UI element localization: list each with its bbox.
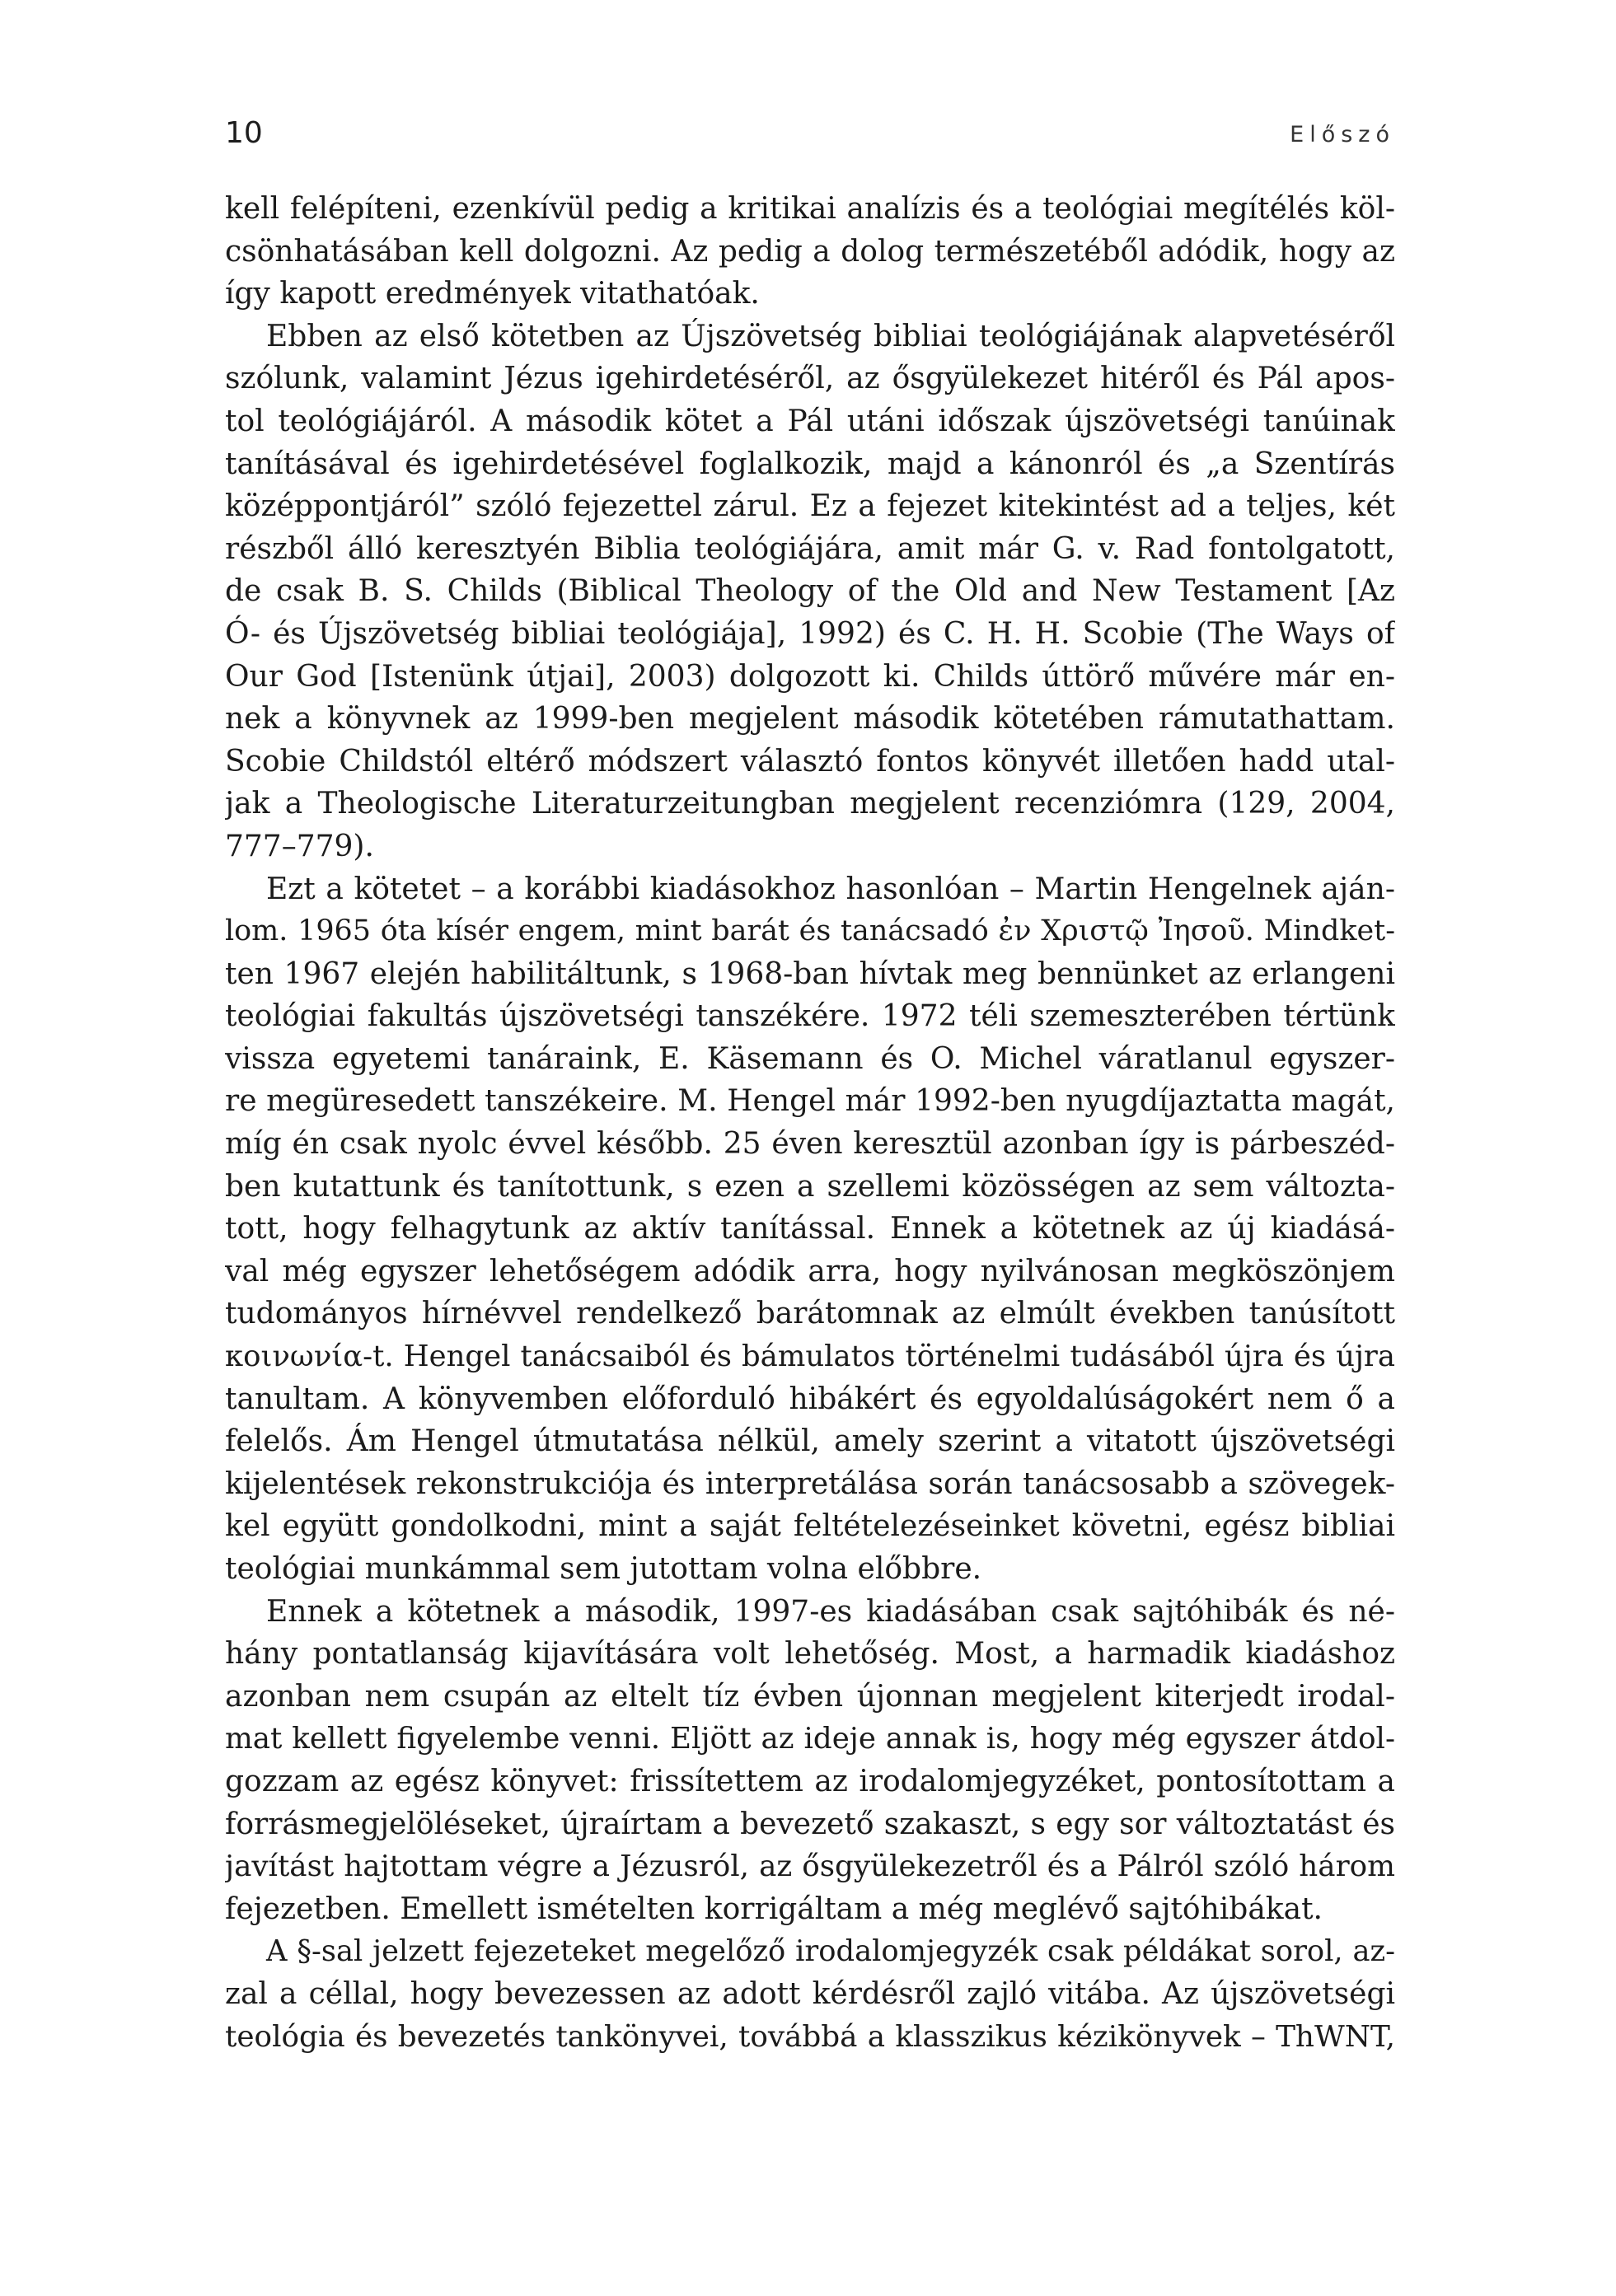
text-line: csönhatásában kell dolgozni. Az pedig a dolog természetéből adódik, hogy az [225, 234, 1395, 269]
text-line: teológia és bevezetés tankönyvei, továbbá a klasszikus kézikönyvek – ThWNT, [225, 2019, 1395, 2054]
text-line: tott, hogy felhagytunk az aktív tanítással. Ennek a kötetnek az új kiadásá- [225, 1212, 1395, 1246]
text-line: így kapott eredmények vitathatóak. [225, 277, 760, 311]
text-line: tanításával és igehirdetésével foglalkozik, majd a kánonról és „a Szentírás [225, 447, 1395, 481]
text-line: κοινωνία-t. Hengel tanácsaiból és bámulatos történelmi tudásából újra és újra [225, 1340, 1395, 1374]
text-line: Ezt a kötetet – a korábbi kiadásokhoz hasonlóan – Martin Hengelnek aján- [266, 872, 1395, 906]
text-line: 777–779). [225, 829, 374, 863]
text-line: Scobie Childstól eltérő módszert választó fontos könyvét illetően hadd utal- [225, 744, 1395, 779]
text-line: kell felépíteni, ezenkívül pedig a kritikai analízis és a teológiai megítélés köl- [225, 192, 1395, 226]
text-line: részből álló keresztyén Biblia teológiájára, amit már G. v. Rad fontolgatott, [225, 531, 1395, 566]
text-line: Ó- és Újszövetség bibliai teológiája], 1992) és C. H. H. Scobie (The Ways of [225, 616, 1395, 651]
text-line: míg én csak nyolc évvel később. 25 éven keresztül azonban így is párbeszéd- [225, 1127, 1395, 1162]
text-line: ben kutattunk és tanítottunk, s ezen a szellemi közösségen az sem változta- [225, 1169, 1395, 1204]
text-line: fejezetben. Emellett ismételten korrigáltam a még meglévő sajtóhibákat. [225, 1892, 1323, 1926]
text-line: tol teológiájáról. A második kötet a Pál utáni időszak újszövetségi tanúinak [225, 404, 1395, 438]
text-line: szólunk, valamint Jézus igehirdetéséről, az ősgyülekezet hitéről és Pál apos- [225, 362, 1395, 396]
text-line: teológiai munkámmal sem jutottam volna előbbre. [225, 1552, 982, 1586]
text-line: re megüresedett tanszékeire. M. Hengel már 1992-ben nyugdíjaztatta magát, [225, 1084, 1395, 1119]
page-number: 10 [225, 116, 263, 150]
body-text [225, 188, 1395, 2058]
text-line: tudományos hírnévvel rendelkező barátomnak az elmúlt években tanúsított [225, 1297, 1395, 1331]
text-line: kel együtt gondolkodni, mint a saját feltételezéseinket követni, egész bibliai [225, 1509, 1395, 1544]
text-line: azonban nem csupán az eltelt tíz évben újonnan megjelent kiterjedt irodal- [225, 1679, 1395, 1714]
text-line: gozzam az egész könyvet: frissítettem az irodalomjegyzéket, pontosítottam a [225, 1764, 1395, 1798]
text-line: középpontjáról” szóló fejezettel zárul. Ez a fejezet kitekintést ad a teljes, két [225, 489, 1395, 524]
text-line: hány pontatlanság kijavítására volt lehetőség. Most, a harmadik kiadáshoz [225, 1637, 1395, 1672]
text-line: nek a könyvnek az 1999-ben megjelent második kötetében rámutathattam. [225, 702, 1395, 736]
text-line: de csak B. S. Childs (Biblical Theology of the Old and New Testament [Az [225, 574, 1395, 609]
text-line: kijelentések rekonstrukciója és interpretálása során tanácsosabb a szövegek- [225, 1466, 1395, 1501]
text-line: Our God [Istenünk útjai], 2003) dolgozott ki. Childs úttörő művére már en- [225, 659, 1395, 694]
text-line: mat kellett figyelembe venni. Eljött az ideje annak is, hogy még egyszer átdol- [225, 1722, 1395, 1756]
page-header [225, 114, 1395, 163]
text-line: Ennek a kötetnek a második, 1997-es kiadásában csak sajtóhibák és né- [266, 1594, 1395, 1629]
running-head: Előszó [1290, 122, 1395, 147]
text-line: javítást hajtottam végre a Jézusról, az ősgyülekezetről és a Pálról szóló három [225, 1849, 1395, 1884]
text-line: val még egyszer lehetőségem adódik arra, hogy nyilvánosan megköszönjem [225, 1254, 1395, 1288]
text-line: vissza egyetemi tanáraink, E. Käsemann és O. Michel váratlanul egyszer- [225, 1041, 1395, 1076]
text-line: tanultam. A könyvemben előforduló hibákért és egyoldalúságokért nem ő a [225, 1382, 1395, 1416]
text-line: lom. 1965 óta kísér engem, mint barát és tanácsadó ἐν Χριστῷ Ἰησοῦ. Mindket- [225, 914, 1395, 948]
text-line: felelős. Ám Hengel útmutatása nélkül, amely szerint a vitatott újszövetségi [225, 1424, 1395, 1459]
text-line: jak a Theologische Literaturzeitungban megjelent recenziómra (129, 2004, [225, 787, 1395, 821]
text-line: zal a céllal, hogy bevezessen az adott kérdésről zajló vitába. Az újszövetségi [225, 1976, 1395, 2011]
text-line: forrásmegjelöléseket, újraírtam a bevezető szakaszt, s egy sor változtatást és [225, 1807, 1395, 1841]
text-line: ten 1967 elején habilitáltunk, s 1968-ban hívtak meg bennünket az erlangeni [225, 956, 1395, 991]
text-line: A §-sal jelzett fejezeteket megelőző irodalomjegyzék csak példákat sorol, az- [266, 1934, 1395, 1969]
text-line: teológiai fakultás újszövetségi tanszékére. 1972 téli szemeszterében tértünk [225, 999, 1395, 1034]
text-line: Ebben az első kötetben az Újszövetség bibliai teológiájának alapvetéséről [266, 319, 1395, 353]
